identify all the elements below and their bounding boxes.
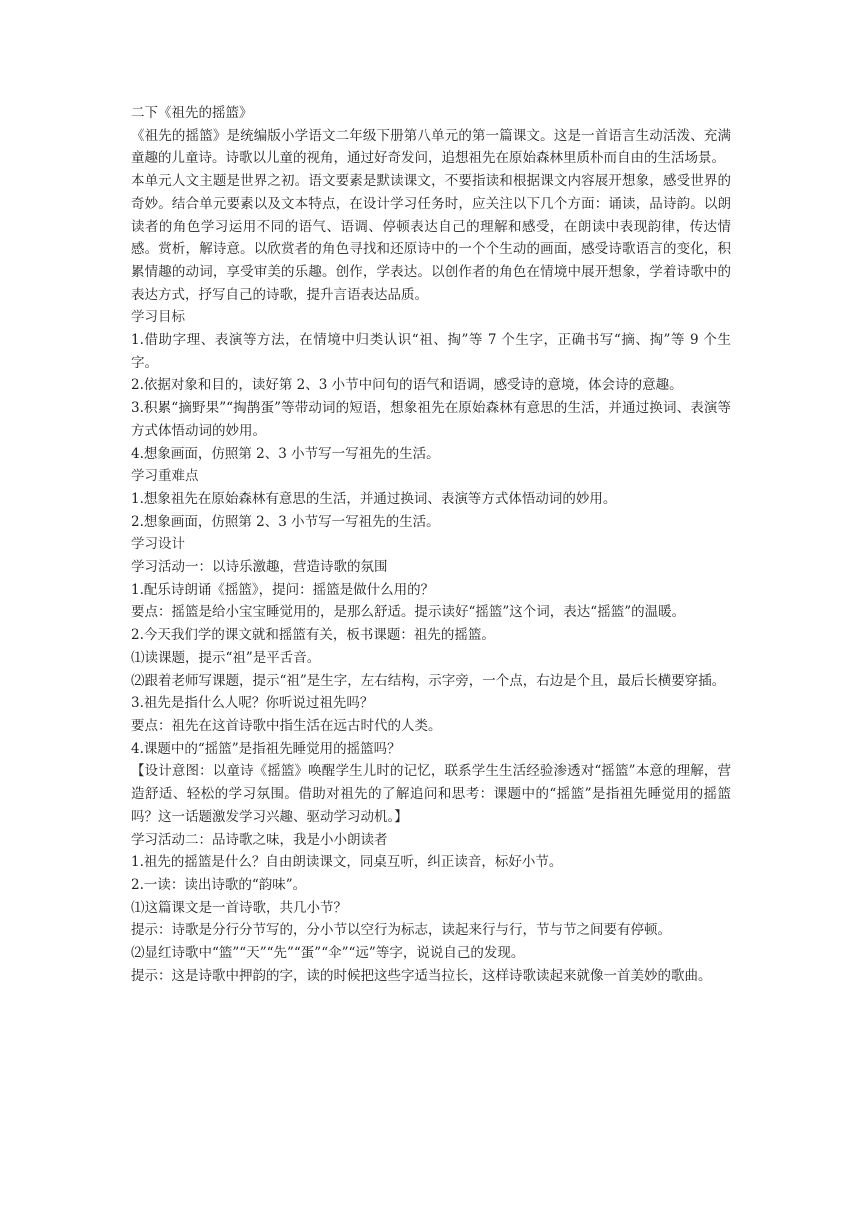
activity-2-line: 提示：诗歌是分行分节写的，分小节以空行为标志，读起来行与行，节与节之间要有停顿。 (131, 922, 671, 939)
activity-2-line: 提示：这是诗歌中押韵的字，读的时候把这些字适当拉长，这样诗歌读起来就像一首美妙的歌曲。 (131, 967, 712, 984)
activity-1-line: 4.课题中的“摇篮”是指祖先睡觉用的摇篮吗？ (131, 740, 401, 757)
activity-1-line: 要点：祖先在这首诗歌中指生活在远古时代的人类。 (131, 717, 442, 734)
goal-item-4: 4.想象画面，仿照第 2、3 小节写一写祖先的生活。 (131, 445, 440, 462)
activity-1-line: ⑴读课题，提示“祖”是平舌音。 (131, 649, 321, 666)
design-heading: 学习设计 (131, 536, 185, 553)
key-point-1: 1.想象祖先在原始森林有意思的生活，并通过换词、表演等方式体悟动词的妙用。 (131, 490, 617, 507)
activity-1-line: 3.祖先是指什么人呢？你听说过祖先吗？ (131, 695, 374, 712)
intro-paragraph-1: 《祖先的摇篮》是统编版小学语文二年级下册第八单元的第一篇课文。这是一首语言生动活泼、充满童趣的儿童诗。诗歌以儿童的视角，通过好奇发问，追想祖先在原始森林里质朴而自由的生活场景。 (131, 127, 731, 167)
activity-1-line: 2.今天我们学的课文就和摇篮有关，板书课题：祖先的摇篮。 (131, 627, 495, 644)
activity-2-line: 2.一读：读出诗歌的“韵味”。 (131, 876, 307, 893)
activity-2-line: ⑴这篇课文是一首诗歌，共几小节？ (131, 899, 347, 916)
activity-2-line: ⑵显红诗歌中“篮”“天”“先”“蛋”“伞”“远”等字，说说自己的发现。 (131, 945, 525, 962)
goals-heading: 学习目标 (131, 309, 185, 326)
document-title: 二下《祖先的摇篮》 (131, 105, 253, 121)
goal-item-2: 2.依据对象和目的，读好第 2、3 小节中问句的语气和语调，感受诗的意境，体会诗的意趣。 (131, 377, 683, 394)
activity-2-line: 1.祖先的摇篮是什么？自由朗读课文，同桌互听，纠正读音，标好小节。 (131, 854, 563, 871)
activity-2-heading: 学习活动二：品诗歌之味，我是小小朗读者 (131, 831, 388, 848)
key-point-2: 2.想象画面，仿照第 2、3 小节写一写祖先的生活。 (131, 513, 440, 530)
design-intent-note: 【设计意图：以童诗《摇篮》唤醒学生儿时的记忆，联系学生生活经验渗透对“摇篮”本意的理解，营造舒适、轻松的学习氛围。借助对祖先的了解追问和思考：课题中的“摇篮”是指祖先睡觉用的摇篮吗？这一话题激发学习兴趣、驱动学习动机。】 (131, 763, 731, 825)
key-points-heading: 学习重难点 (131, 468, 199, 485)
activity-1-line: 1.配乐诗朗诵《摇篮》，提问：摇篮是做什么用的？ (131, 581, 435, 598)
activity-1-heading: 学习活动一：以诗乐激趣，营造诗歌的氛围 (131, 559, 388, 576)
activity-1-line: 要点：摇篮是给小宝宝睡觉用的，是那么舒适。提示读好“摇篮”这个词，表达“摇篮”的温暖。 (131, 604, 686, 621)
intro-paragraph-2: 本单元人文主题是世界之初。语文要素是默读课文，不要指读和根据课文内容展开想象，感受世界的奇妙。结合单元要素以及文本特点，在设计学习任务时，应关注以下几个方面：诵读，品诗韵。以朗读者的角色学习运用不同的语气、语调、停顿表达自己的理解和感受，在朗读中表现韵律，传达情感。赏析，解诗意。以欣赏者的角色寻找和还原诗中的一个个生动的画面，感受诗歌语言的变化，积累情趣的动词，享受审美的乐趣。创作，学表达。以创作者的角色在情境中展开想象，学着诗歌中的表达方式，抒写自己的诗歌，提升言语表达品质。 (131, 173, 731, 303)
goal-item-1: 1.借助字理、表演等方法，在情境中归类认识“祖、掏”等 7 个生字，正确书写“摘、掏”等 9 个生字。 (131, 332, 731, 371)
goal-item-3: 3.积累“摘野果”“掏鹊蛋”等带动词的短语，想象祖先在原始森林有意思的生活，并通过换词、表演等方式体悟动词的妙用。 (131, 400, 731, 439)
document-page (131, 102, 731, 987)
activity-1-line: ⑵跟着老师写课题，提示“祖”是生字，左右结构，示字旁，一个点，右边是个且，最后长横要穿插。 (131, 672, 726, 689)
